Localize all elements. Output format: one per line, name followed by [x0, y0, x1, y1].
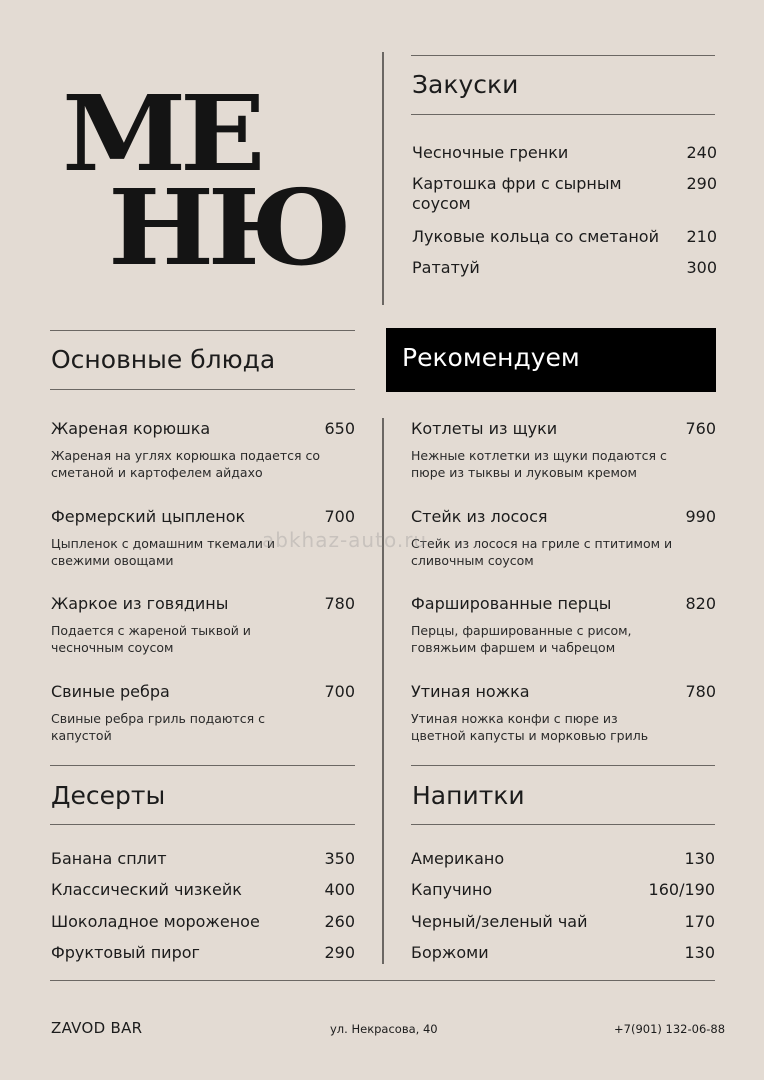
item-price: 130 — [684, 849, 715, 868]
recommended-title: Рекомендуем — [402, 343, 580, 372]
watermark: abkhaz-auto.ru — [262, 528, 428, 552]
snacks-title: Закуски — [412, 70, 519, 99]
mains-title: Основные блюда — [51, 345, 276, 374]
item-description: Свиные ребра гриль подаются с капустой — [51, 711, 265, 743]
desserts-item — [51, 943, 355, 965]
drinks-item — [411, 943, 715, 965]
drinks-item — [411, 912, 715, 934]
desserts-item — [51, 880, 355, 902]
item-price: 700 — [324, 507, 355, 526]
item-name: Фермерский цыпленок — [51, 507, 246, 526]
item-name: Стейк из лосося — [411, 507, 548, 526]
item-description: Перцы, фаршированные с рисом, говяжьим фаршем и чабрецом — [411, 623, 632, 655]
mains-rule-top — [50, 330, 355, 331]
drinks-item — [411, 849, 715, 871]
item-price: 260 — [324, 912, 355, 931]
recommended-item — [411, 594, 716, 616]
item-name: Жаркое из говядины — [51, 594, 229, 613]
desserts-rule-bottom — [50, 824, 355, 825]
item-name: Жареная корюшка — [51, 419, 211, 438]
mains-item — [51, 594, 355, 616]
item-name: Капучино — [411, 880, 493, 899]
item-price: 650 — [324, 419, 355, 438]
drinks-rule-bottom — [411, 824, 715, 825]
item-price: 130 — [684, 943, 715, 962]
item-price: 820 — [685, 594, 716, 613]
desserts-item — [51, 849, 355, 871]
snacks-rule-bottom — [411, 114, 715, 115]
item-price: 240 — [686, 143, 717, 162]
item-name: Боржоми — [411, 943, 489, 962]
item-name: Фруктовый пирог — [51, 943, 200, 962]
item-price: 290 — [686, 174, 717, 193]
mains-item — [51, 682, 355, 704]
item-name: Классический чизкейк — [51, 880, 242, 899]
desserts-rule-top — [50, 765, 355, 766]
drinks-rule-top — [411, 765, 715, 766]
menu-title-line2: НЮ — [108, 166, 346, 289]
recommended-item — [411, 419, 716, 441]
item-name: Утиная ножка — [411, 682, 530, 701]
item-price: 780 — [324, 594, 355, 613]
item-price: 290 — [324, 943, 355, 962]
item-price: 170 — [684, 912, 715, 931]
mains-rule-bottom — [50, 389, 355, 390]
item-price: 350 — [324, 849, 355, 868]
item-name: Котлеты из щуки — [411, 419, 558, 438]
recommended-item — [411, 507, 716, 529]
snacks-rule-top — [411, 55, 715, 56]
item-description: Жареная на углях корюшка подается со сметаной и картофелем айдахо — [51, 448, 320, 480]
item-price: 400 — [324, 880, 355, 899]
item-price: 160/190 — [648, 880, 715, 899]
item-price: 780 — [685, 682, 716, 701]
divider-top-vertical — [382, 52, 384, 305]
item-name: Фаршированные перцы — [411, 594, 612, 613]
item-name: Луковые кольца со сметаной — [412, 227, 659, 246]
footer-brand: ZAVOD BAR — [51, 1019, 143, 1037]
item-price: 210 — [686, 227, 717, 246]
drinks-title: Напитки — [412, 781, 525, 810]
footer-phone: +7(901) 132-06-88 — [614, 1022, 726, 1036]
item-price: 300 — [686, 258, 717, 277]
mains-item — [51, 507, 355, 529]
snacks-item — [412, 227, 717, 249]
item-price: 990 — [685, 507, 716, 526]
desserts-title: Десерты — [51, 781, 166, 810]
footer-rule — [50, 980, 715, 981]
item-name: Картошка фри с сырным соусом — [412, 174, 622, 213]
item-name: Рататуй — [412, 258, 480, 277]
recommended-item — [411, 682, 716, 704]
item-description: Нежные котлетки из щуки подаются с пюре из тыквы и луковым кремом — [411, 448, 667, 480]
item-description: Стейк из лосося на гриле с птитимом и сливочным соусом — [411, 536, 673, 568]
item-name: Чесночные гренки — [412, 143, 569, 162]
item-name: Банана сплит — [51, 849, 167, 868]
item-description: Подается с жареной тыквой и чесночным соусом — [51, 623, 251, 655]
snacks-item — [412, 143, 717, 165]
item-name: Черный/зеленый чай — [411, 912, 588, 931]
item-name: Шоколадное мороженое — [51, 912, 260, 931]
item-description: Утиная ножка конфи с пюре из цветной капусты и морковью гриль — [411, 711, 649, 743]
item-price: 760 — [685, 419, 716, 438]
footer-address: ул. Некрасова, 40 — [330, 1022, 438, 1036]
mains-item — [51, 419, 355, 441]
item-description: Цыпленок с домашним ткемали и свежими овощами — [51, 536, 275, 568]
menu-title-line1: МЕ — [62, 72, 259, 195]
item-price: 700 — [324, 682, 355, 701]
divider-main-vertical — [382, 418, 384, 964]
desserts-item — [51, 912, 355, 934]
drinks-item — [411, 880, 715, 902]
item-name: Свиные ребра — [51, 682, 170, 701]
item-name: Американо — [411, 849, 505, 868]
snacks-item — [412, 258, 717, 280]
snacks-item — [412, 174, 717, 222]
